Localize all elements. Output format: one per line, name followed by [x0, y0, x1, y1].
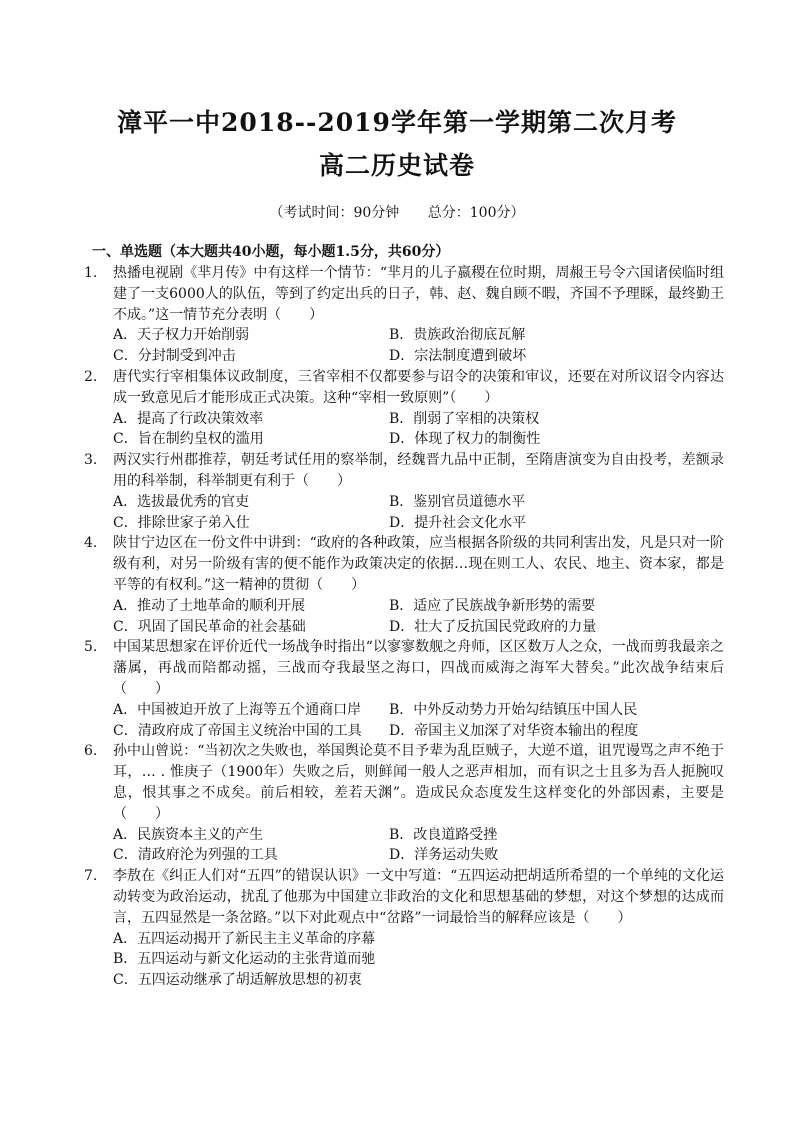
- option-c: C．清政府成了帝国主义统治中国的工具: [113, 722, 362, 739]
- total-score: 总分：100分）: [427, 205, 525, 221]
- option-a: A．中国被迫开放了上海等五个通商口岸: [113, 701, 362, 718]
- question-6: [84, 741, 724, 866]
- option-b: B．削弱了宰相的决策权: [389, 410, 540, 427]
- option-c: C．清政府沦为列强的工具: [113, 847, 278, 864]
- option-c: C．分封制受到冲击: [113, 348, 236, 365]
- option-d: D．宗法制度遭到破坏: [389, 348, 527, 365]
- exam-time: （考试时间：90分钟: [269, 205, 400, 221]
- question-number: 4.: [84, 535, 98, 552]
- question-text: 两汉实行州郡推荐，朝廷考试任用的察举制，经魏晋九品中正制，至隋唐演变为自由投考，差额录用的科举制，科举制更有利于（ ）: [113, 452, 724, 489]
- option-list: [113, 325, 724, 367]
- option-b: B．中外反动势力开始勾结镇压中国人民: [389, 701, 638, 718]
- option-b: B．改良道路受挫: [389, 826, 498, 843]
- option-c: C．巩固了国民革命的社会基础: [113, 618, 306, 635]
- option-c: C．旨在制约皇权的滥用: [113, 431, 264, 448]
- option-list: [113, 409, 724, 451]
- option-list: [113, 596, 724, 638]
- option-b: B．五四运动与新文化运动的主张背道而驰: [113, 951, 376, 968]
- option-c: C．五四运动继承了胡适解放思想的初衷: [113, 972, 362, 989]
- option-d: D．帝国主义加深了对华资本输出的程度: [389, 722, 639, 739]
- question-4: [84, 533, 724, 637]
- question-text: 唐代实行宰相集体议政制度，三省宰相不仅都要参与诏令的决策和审议，还要在对所议诏令内容达成一致意见后才能形成正式决策。这种“宰相一致原则”（ ）: [113, 368, 724, 406]
- question-text: 李敖在《纠正人们对“五四”的错误认识》一文中写道：“五四运动把胡适所希望的一个单纯的文化运动转变为政治运动，扰乱了他那为中国建立非政治的文化和思想基础的梦想，对这个梦想的达成而言，五四显然是一条岔路。”以下对此观点中“岔路”一词最恰当的解释应该是（ ）: [113, 868, 724, 926]
- option-a: A．天子权力开始削弱: [113, 327, 250, 344]
- question-3: [84, 450, 724, 533]
- question-number: 2.: [84, 368, 98, 385]
- question-list: [84, 263, 724, 991]
- option-b: B．鉴别官员道德水平: [389, 493, 526, 510]
- question-number: 1.: [84, 265, 98, 281]
- option-list: [113, 700, 724, 742]
- option-a: A．五四运动揭开了新民主主义革命的序幕: [113, 930, 376, 947]
- question-5: [84, 637, 724, 741]
- question-2: [84, 367, 724, 450]
- option-d: D．洋务运动失败: [389, 847, 499, 864]
- option-d: D．壮大了反抗国民党政府的力量: [389, 618, 597, 635]
- question-text: 孙中山曾说：“当初次之失败也，举国舆论莫不目予辈为乱臣贼子，大逆不道，诅咒谩骂之声不绝于耳，… . 惟庚子（1900年）失败之后，则鲜闻一般人之恶声相加，而有识之士且多为吾人扼腕叹息，恨其事之不成矣。前后相较，差若天渊”。造成民众态度发生这样变化的外部因素，主要是（ ）: [113, 743, 724, 822]
- question-number: 6.: [84, 743, 98, 760]
- question-text: 中国某思想家在评价近代一场战争时指出“以寥寥数舰之舟师，区区数万人之众，一战而剪我最亲之藩属，再战而陪都动摇，三战而夺我最坚之海口，四战而威海之海军大替矣。”此次战争结束后（ ）: [113, 639, 724, 697]
- question-number: 5.: [84, 639, 98, 656]
- option-a: A．选拔最优秀的官吏: [113, 493, 250, 510]
- option-a: A．提高了行政决策效率: [113, 410, 264, 427]
- option-d: D．体现了权力的制衡性: [389, 431, 541, 448]
- option-c: C．排除世家子弟入仕: [113, 514, 250, 531]
- question-text: 热播电视剧《芈月传》中有这样一个情节：“芈月的儿子嬴稷在位时期，周赧王号令六国诸侯临时组建了一支6000人的队伍，等到了约定出兵的日子，韩、赵、魏自顾不暇，齐国不予理睬，最终勤王不成。”这一情节充分表明（ ）: [113, 265, 724, 323]
- option-b: B．贵族政治彻底瓦解: [389, 327, 526, 344]
- exam-subtitle: 高二历史试卷: [318, 151, 475, 180]
- question-number: 3.: [84, 452, 98, 469]
- exam-meta: [0, 202, 794, 222]
- option-d: D．提升社会文化水平: [389, 514, 527, 531]
- option-list: [113, 492, 724, 534]
- question-7: [84, 866, 724, 991]
- option-list: [113, 825, 724, 867]
- option-list: [113, 929, 724, 991]
- question-number: 7.: [84, 868, 98, 885]
- section-title: 一、单选题（本大题共40小题，每小题1.5分，共60分）: [92, 244, 450, 260]
- exam-title: 漳平一中2018--2019学年第一学期第二次月考: [117, 108, 677, 137]
- option-a: A．民族资本主义的产生: [113, 826, 264, 843]
- question-1: [84, 263, 724, 367]
- option-b: B．适应了民族战争新形势的需要: [389, 597, 596, 614]
- question-text: 陕甘宁边区在一份文件中讲到：“政府的各种政策，应当根据各阶级的共同利害出发，凡是只对一阶级有利，对另一阶级有害的便不能作为政策决定的依据…现在则工人、农民、地主、资本家，都是平等的有权利。”这一精神的贯彻（ ）: [113, 535, 724, 593]
- option-a: A．推动了土地革命的顺利开展: [113, 597, 306, 614]
